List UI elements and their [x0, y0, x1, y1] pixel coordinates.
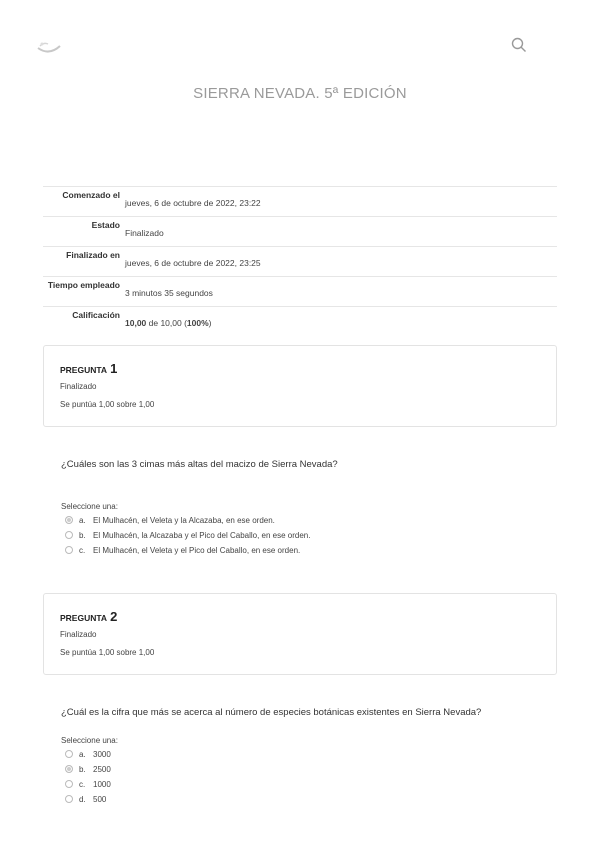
option-letter: c. [79, 780, 86, 789]
option-letter: c. [79, 546, 86, 555]
radio-icon[interactable] [65, 750, 73, 758]
question-grade: Se puntúa 1,00 sobre 1,00 [60, 400, 155, 409]
summary-row-started [43, 187, 557, 217]
radio-icon[interactable] [65, 531, 73, 539]
question-info-1 [43, 345, 557, 427]
question-heading-label: PREGUNTA [60, 613, 108, 623]
summary-label: Calificación [72, 310, 120, 320]
select-label: Seleccione una: [61, 736, 118, 745]
answer-option[interactable] [65, 531, 310, 543]
option-text: El Mulhacén, el Veleta y la Alcazaba, en ese orden. [93, 516, 275, 525]
answer-option[interactable] [65, 795, 106, 807]
option-letter: b. [79, 531, 86, 540]
question-status: Finalizado [60, 382, 97, 391]
question-text-2: ¿Cuál es la cifra que más se acerca al número de especies botánicas existentes en Sierra Nevada? [61, 707, 482, 718]
attempt-summary [43, 186, 557, 336]
logo-icon[interactable] [36, 38, 62, 56]
question-heading-label: PREGUNTA [60, 365, 108, 375]
summary-row-state [43, 217, 557, 247]
option-letter: a. [79, 516, 86, 525]
option-text: El Mulhacén, la Alcazaba y el Pico del Caballo, en ese orden. [93, 531, 311, 540]
question-number: 2 [110, 609, 118, 624]
summary-label: Estado [91, 220, 120, 230]
radio-icon[interactable] [65, 795, 73, 803]
select-label: Seleccione una: [61, 502, 118, 511]
summary-value: Finalizado [125, 228, 164, 238]
question-heading [60, 361, 117, 376]
answer-option[interactable] [65, 750, 111, 762]
option-text: 500 [93, 795, 107, 804]
question-status: Finalizado [60, 630, 97, 639]
option-text: 2500 [93, 765, 111, 774]
radio-icon[interactable] [65, 546, 73, 554]
grade-score: 10,00 [125, 318, 147, 328]
answer-option[interactable] [65, 780, 111, 792]
summary-value: 3 minutos 35 segundos [125, 288, 213, 298]
grade-of: de 10,00 ( [146, 318, 187, 328]
summary-row-grade [43, 307, 557, 336]
grade-percent: 100% [186, 318, 209, 328]
option-letter: a. [79, 750, 86, 759]
grade-close: ) [208, 318, 212, 328]
answer-option[interactable] [65, 546, 300, 558]
summary-label: Finalizado en [66, 250, 120, 260]
question-text-1: ¿Cuáles son las 3 cimas más altas del macizo de Sierra Nevada? [61, 459, 338, 470]
question-number: 1 [110, 361, 118, 376]
radio-selected-icon[interactable] [65, 765, 73, 773]
summary-label: Tiempo empleado [47, 280, 120, 290]
question-heading [60, 609, 117, 624]
answer-option[interactable] [65, 516, 275, 528]
summary-row-time [43, 277, 557, 307]
summary-value [125, 318, 212, 328]
option-text: 1000 [93, 780, 111, 789]
option-text: El Mulhacén, el Veleta y el Pico del Caballo, en ese orden. [93, 546, 301, 555]
option-text: 3000 [93, 750, 111, 759]
summary-value: jueves, 6 de octubre de 2022, 23:22 [125, 198, 261, 208]
page-title: SIERRA NEVADA. 5ª EDICIÓN [193, 85, 407, 102]
radio-icon[interactable] [65, 780, 73, 788]
summary-value: jueves, 6 de octubre de 2022, 23:25 [125, 258, 261, 268]
answer-option[interactable] [65, 765, 111, 777]
option-letter: d. [79, 795, 86, 804]
option-letter: b. [79, 765, 86, 774]
question-grade: Se puntúa 1,00 sobre 1,00 [60, 648, 155, 657]
search-icon[interactable] [510, 36, 528, 54]
summary-label: Comenzado el [62, 190, 120, 200]
radio-selected-icon[interactable] [65, 516, 73, 524]
summary-row-finished [43, 247, 557, 277]
question-info-2 [43, 593, 557, 675]
